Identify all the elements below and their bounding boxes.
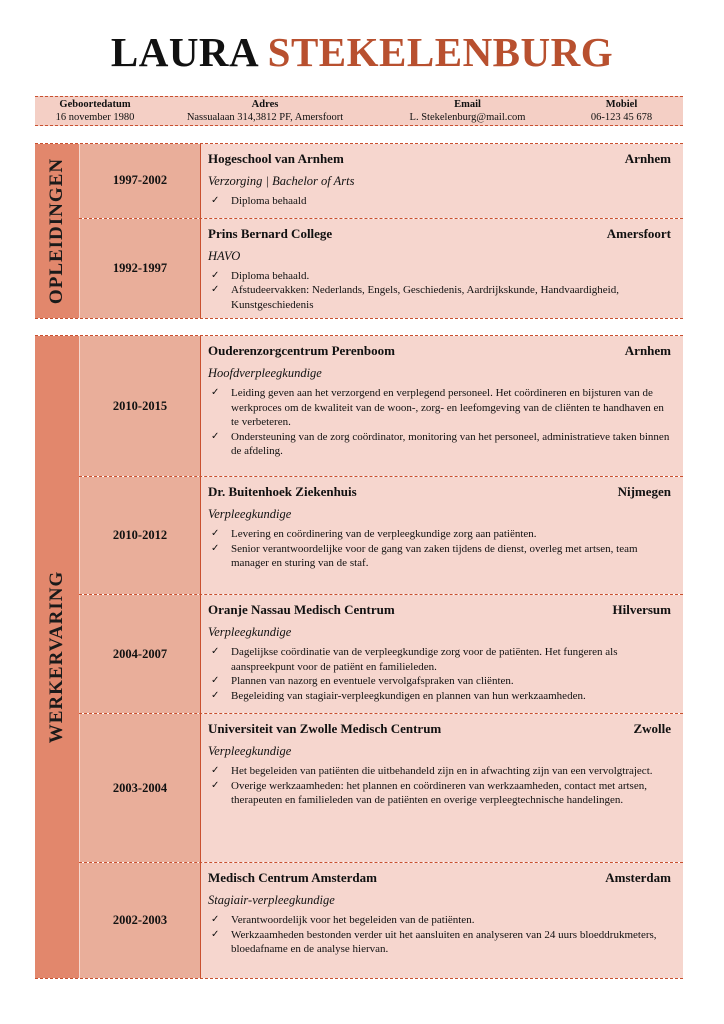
last-name: STEKELENBURG (267, 29, 614, 75)
contact-birthdate (35, 97, 155, 125)
entry-place: Arnhem (624, 343, 671, 358)
contact-label: Mobiel (605, 99, 638, 110)
work-entry (79, 336, 683, 477)
entry-org: Prins Bernard College (208, 225, 333, 241)
entry-place: Nijmegen (617, 484, 671, 499)
entry-bullet: ✓ Werkzaamheden bestonden verder uit het aansluiten en analyseren van 24 uurs bloeddrukmeters, bloedafname en de analyse hiervan. (208, 928, 671, 957)
contact-label: Geboortedatum (59, 99, 131, 110)
contact-value: Nassualaan 314,3812 PF, Amersfoort (186, 112, 344, 123)
entry-bullet: ✓ Diploma behaald (208, 194, 671, 209)
education-entry (79, 144, 683, 219)
first-name: LAURA (110, 29, 257, 75)
entry-org: Oranje Nassau Medisch Centrum (208, 602, 395, 617)
work-entry (79, 595, 683, 714)
entry-role: Stagiair-verpleegkundige (208, 893, 335, 907)
contact-bar (35, 96, 683, 126)
education-entry (79, 219, 683, 319)
contact-email (375, 97, 560, 125)
contact-value: 06-123 45 678 (590, 112, 653, 123)
entry-bullet: ✓ Afstudeervakken: Nederlands, Engels, Geschiedenis, Aardrijkskunde, Handvaardigheid, Kunstgeschiedenis (208, 283, 671, 312)
education-section (35, 143, 683, 319)
entry-place: Amersfoort (606, 225, 671, 241)
entry-years: 2004-2007 (79, 595, 200, 713)
work-section (35, 335, 683, 979)
entry-role: Verpleegkundige (208, 507, 292, 521)
entry-role: Verpleegkundige (208, 744, 292, 758)
section-label (35, 336, 79, 978)
entry-bullet: ✓ Leiding geven aan het verzorgend en verplegend personeel. Het coördineren en bijsturen van de werkproces om de kwaliteit van de woon-, zorg- en leefomgeving van de cliënten te handhaven en te verbeteren. (208, 386, 671, 430)
contact-value: L. Stekelenburg@mail.com (409, 112, 526, 123)
contact-value: 16 november 1980 (55, 112, 135, 123)
entry-bullet: ✓ Plannen van nazorg en eventuele vervolgafspraken van cliënten. (208, 674, 671, 689)
entry-bullet: ✓ Verantwoordelijk voor het begeleiden van de patiënten. (208, 913, 671, 928)
entry-bullet: ✓ Senior verantwoordelijke voor de gang van zaken tijdens de dienst, overleg met artsen, team manager en sturing van de staf. (208, 542, 671, 571)
contact-mobile (560, 97, 683, 125)
section-label (35, 144, 79, 318)
contact-label: Adres (251, 99, 279, 110)
entry-role: Verpleegkundige (208, 625, 292, 639)
entry-bullet: ✓ Overige werkzaamheden: het plannen en coördineren van werkzaamheden, contact met artsen, therapeuten en familieleden van de patiënten en overige verpleegtechnische handelingen. (208, 779, 671, 808)
entry-years: 1992-1997 (79, 219, 200, 319)
work-entry (79, 714, 683, 863)
entry-years: 2002-2003 (79, 863, 200, 978)
entry-bullet: ✓ Begeleiding van stagiair-verpleegkundigen en plannen van hun werkzaamheden. (208, 689, 671, 704)
section-title: WERKERVARING (46, 570, 67, 744)
entry-place: Hilversum (612, 602, 671, 617)
candidate-name (0, 29, 724, 75)
entry-years: 1997-2002 (79, 144, 200, 218)
entry-org: Hogeschool van Arnhem (208, 151, 344, 166)
entry-org: Medisch Centrum Amsterdam (208, 870, 377, 885)
work-entry (79, 863, 683, 978)
entry-org: Ouderenzorgcentrum Perenboom (208, 343, 395, 358)
entry-bullet: ✓ Dagelijkse coördinatie van de verpleegkundige zorg voor de patiënten. Het fungeren als aanspreekpunt voor de patiënt en familieleden. (208, 645, 671, 674)
entry-role: HAVO (208, 248, 241, 263)
contact-address (155, 97, 375, 125)
entry-bullet: ✓ Ondersteuning van de zorg coördinator, monitoring van het personeel, administratieve taken binnen de afdeling. (208, 430, 671, 459)
entry-years: 2010-2015 (79, 336, 200, 476)
section-title: OPLEIDINGEN (46, 157, 67, 305)
entry-place: Zwolle (633, 721, 671, 736)
entry-role: Verzorging | Bachelor of Arts (208, 174, 355, 188)
entry-org: Dr. Buitenhoek Ziekenhuis (208, 484, 357, 499)
entry-org: Universiteit van Zwolle Medisch Centrum (208, 721, 442, 736)
entry-bullet: ✓ Het begeleiden van patiënten die uitbehandeld zijn en in afwachting zijn van een vervolgtraject. (208, 764, 671, 779)
entry-place: Amsterdam (605, 870, 671, 885)
entry-role: Hoofdverpleegkundige (208, 366, 322, 380)
entry-bullet: ✓ Levering en coördinering van de verpleegkundige zorg aan patiënten. (208, 527, 671, 542)
entry-years: 2010-2012 (79, 477, 200, 594)
work-entry (79, 477, 683, 595)
contact-label: Email (454, 99, 481, 110)
entry-years: 2003-2004 (79, 714, 200, 862)
entry-place: Arnhem (624, 151, 671, 166)
entry-bullet: ✓ Diploma behaald. (208, 269, 671, 284)
